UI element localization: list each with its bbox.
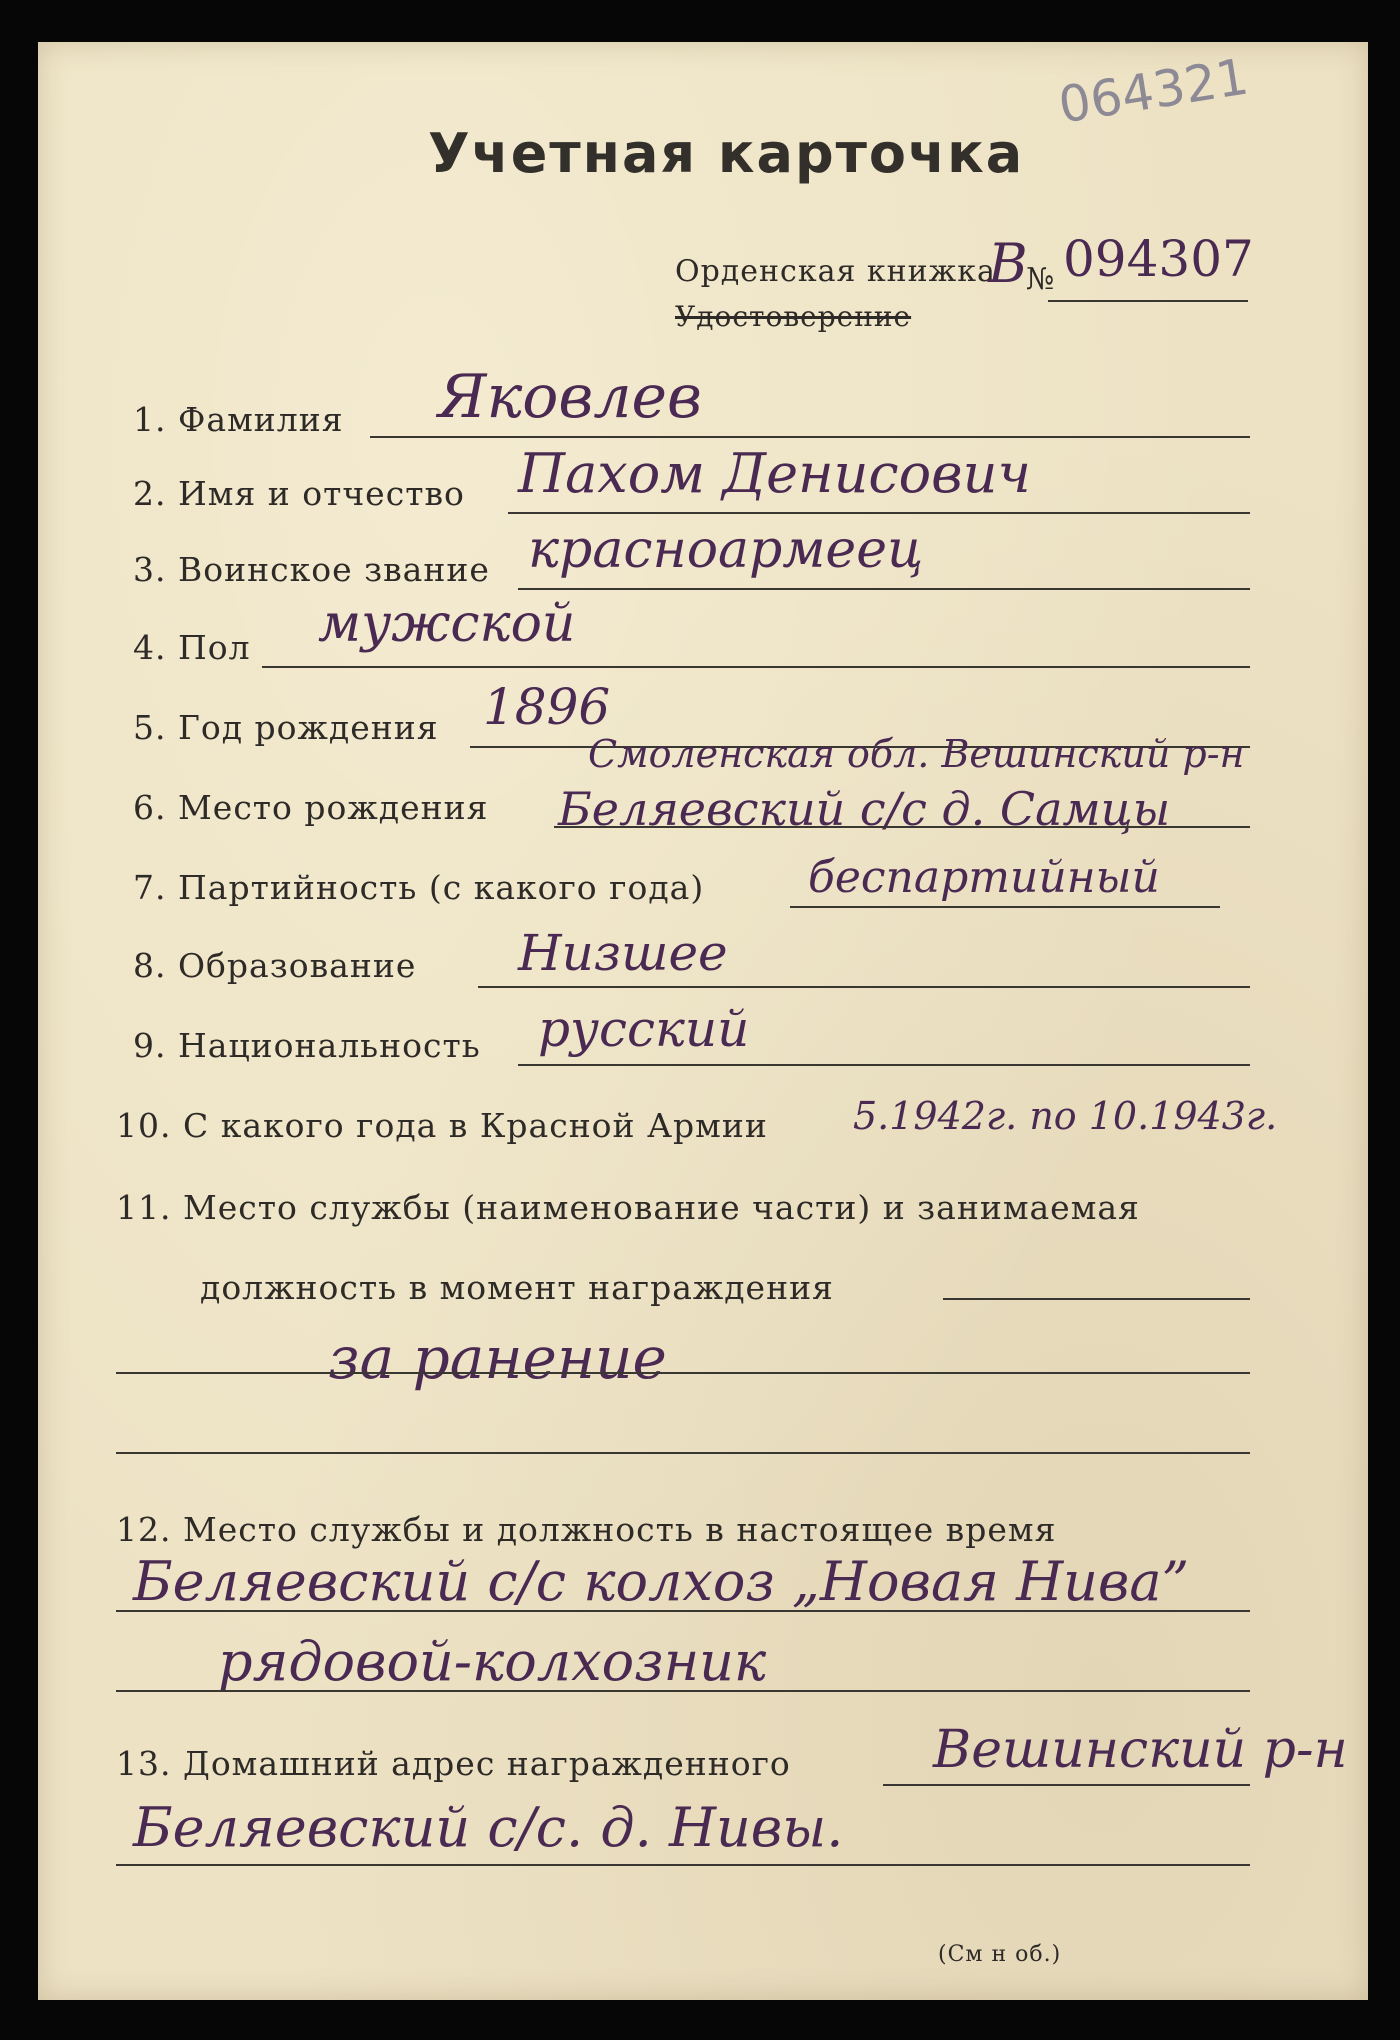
name-patronymic-value: Пахом Денисович bbox=[518, 442, 1031, 505]
field-4-line bbox=[262, 666, 1250, 668]
field-8-line bbox=[478, 986, 1250, 988]
footer-note: (См н об.) bbox=[938, 1942, 1062, 1967]
field-7-line bbox=[790, 906, 1220, 908]
field-1-label: 1. Фамилия bbox=[133, 400, 344, 439]
field-11-line-b bbox=[116, 1372, 1250, 1374]
field-6-label: 6. Место рождения bbox=[133, 788, 489, 827]
sex-value: мужской bbox=[318, 594, 576, 654]
field-11-line-c bbox=[116, 1452, 1250, 1454]
field-7-label: 7. Партийность (с какого года) bbox=[133, 868, 705, 907]
field-11-line-a bbox=[943, 1298, 1250, 1300]
certificate-label: Удостоверение bbox=[675, 300, 912, 333]
field-9-label: 9. Национальность bbox=[133, 1026, 481, 1065]
field-8-label: 8. Образование bbox=[133, 946, 417, 985]
order-book-label: Орденская книжка bbox=[675, 254, 996, 289]
field-13-line-a bbox=[883, 1784, 1250, 1786]
field-12-line-a bbox=[116, 1610, 1250, 1612]
field-13-label: 13. Домашний адрес награжденного bbox=[116, 1744, 791, 1783]
archive-number: 064321 bbox=[1054, 47, 1253, 135]
number-label: № bbox=[1026, 262, 1056, 297]
current-service-value-line2: рядовой-колхозник bbox=[218, 1630, 767, 1693]
birthplace-value-line2: Беляевский с/с д. Самцы bbox=[558, 782, 1171, 836]
birth-year-value: 1896 bbox=[483, 678, 611, 736]
field-4-label: 4. Пол bbox=[133, 628, 251, 667]
field-12-line-b bbox=[116, 1690, 1250, 1692]
order-book-number: 094307 bbox=[1063, 230, 1254, 288]
field-3-label: 3. Воинское звание bbox=[133, 550, 490, 589]
birthplace-value-line1: Смоленская обл. Вешинский р-н bbox=[588, 732, 1245, 776]
series-value: В bbox=[988, 232, 1028, 295]
field-2-label: 2. Имя и отчество bbox=[133, 474, 465, 513]
field-11-label-line1: 11. Место службы (наименование части) и занимаемая bbox=[116, 1188, 1140, 1227]
card-title: Учетная карточка bbox=[428, 122, 1025, 185]
education-value: Низшее bbox=[518, 924, 728, 982]
home-address-value-line2: Беляевский с/с. д. Нивы. bbox=[133, 1796, 844, 1859]
record-card bbox=[38, 42, 1368, 2000]
current-service-value-line1: Беляевский с/с колхоз „Новая Нива” bbox=[133, 1550, 1190, 1613]
field-1-line bbox=[370, 436, 1250, 438]
field-10-label: 10. С какого года в Красной Армии bbox=[116, 1106, 768, 1145]
field-11-label-line2: должность в момент награждения bbox=[200, 1268, 834, 1307]
home-address-value-line1: Вешинский р-н bbox=[933, 1720, 1348, 1780]
field-2-line bbox=[508, 512, 1250, 514]
field-6-line bbox=[554, 826, 1250, 828]
field-13-line-b bbox=[116, 1864, 1250, 1866]
number-line bbox=[1048, 300, 1248, 302]
nationality-value: русский bbox=[538, 1000, 750, 1058]
army-service-value: 5.1942г. по 10.1943г. bbox=[853, 1094, 1278, 1138]
field-5-label: 5. Год рождения bbox=[133, 708, 439, 747]
field-3-line bbox=[518, 588, 1250, 590]
field-9-line bbox=[518, 1064, 1250, 1066]
military-rank-value: красноармеец bbox=[528, 520, 924, 580]
party-value: беспартийный bbox=[808, 852, 1160, 903]
award-reason-value: за ранение bbox=[328, 1324, 667, 1392]
surname-value: Яковлев bbox=[438, 362, 702, 432]
field-12-label: 12. Место службы и должность в настоящее время bbox=[116, 1510, 1057, 1549]
